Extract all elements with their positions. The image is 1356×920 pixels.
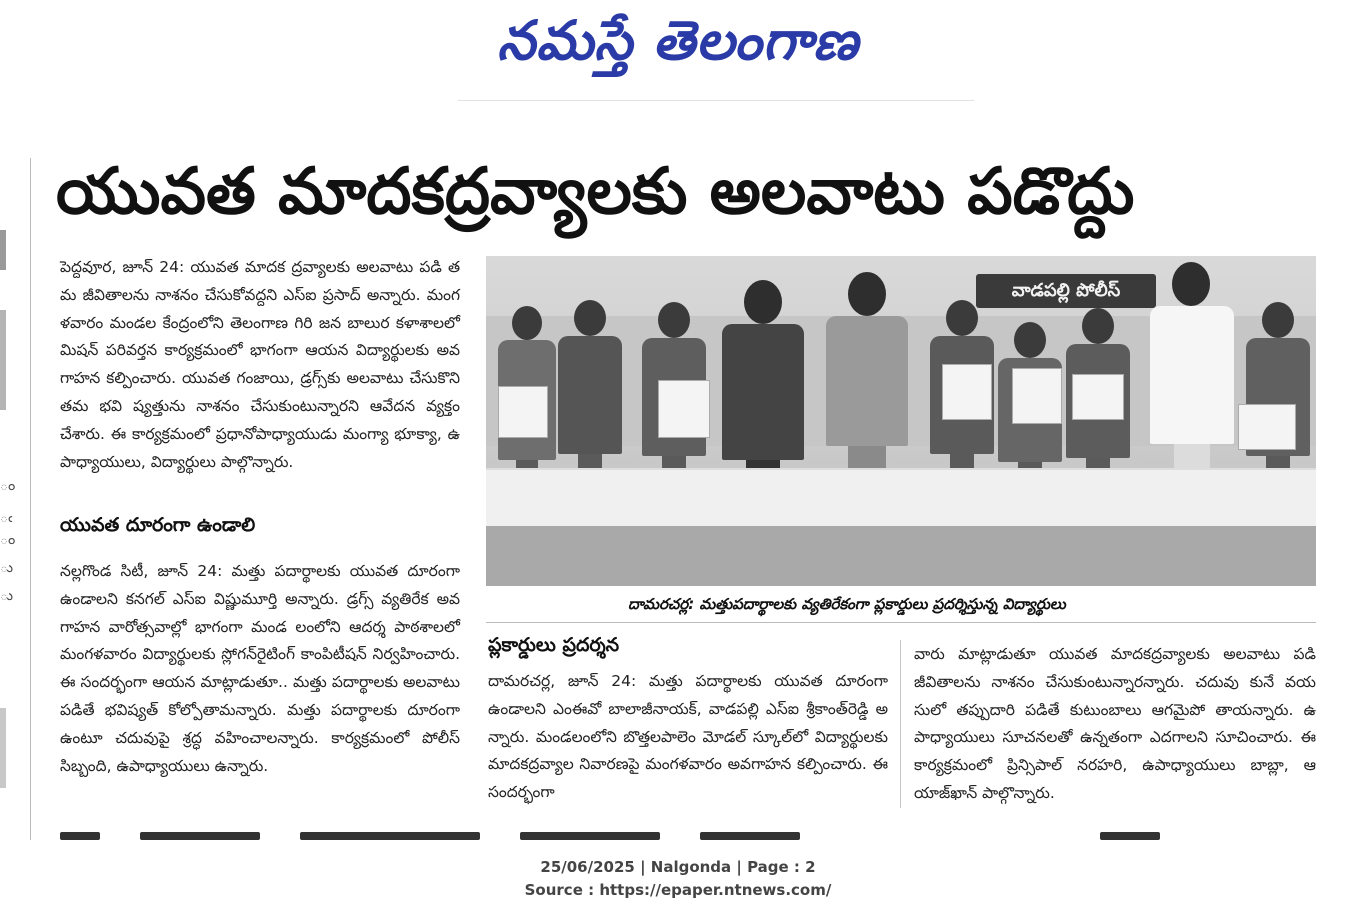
photo-police-sign: వాడపల్లి పోలీస్ <box>976 274 1156 308</box>
edge-photo-strip <box>0 310 6 410</box>
placard <box>942 364 992 420</box>
news-photo <box>486 256 1316 586</box>
placard <box>1012 368 1062 424</box>
caption-rule <box>486 622 1316 623</box>
story-peddavoora: పెద్దవూర, జూన్ 24: యువత మాదక ద్రవ్యాలకు అలవాటు పడి తమ జీవితాలను నాశనం చేసుకోవద్దని ఎస్ఐ ప్రసాద్ అన్నారు. మంగళవారం మండల కేంద్రంలోని తెలంగాణ గిరి జన బాలుర కళాశాలలో మిషన్ పరివర్తన కార్యక్రమంలో భాగంగా ఆయన విద్యార్థులకు అవగాహన కల్పించారు. యువత గంజాయి, డ్రగ్స్‌కు అలవాటు చేసుకొని తమ భవి ష్యత్తును నాశనం చేసుకుంటున్నారని ఆవేదన వ్యక్తం చేశారు. ఈ కార్యక్రమంలో ప్రధానోపాధ్యాయుడు మంగ్యా భూక్యా, ఉపాధ్యాయులు, విద్యార్థులు పాల్గొన్నారు. <box>60 258 460 471</box>
edge-char: ు <box>0 588 13 604</box>
edge-photo-strip <box>0 708 6 788</box>
placard <box>658 380 710 438</box>
photo-table <box>486 468 1316 528</box>
masthead <box>0 0 1356 104</box>
masthead-rule <box>458 100 974 101</box>
edge-char: ఁ <box>0 510 13 526</box>
story-damaracherla-continued: వారు మాట్లాడుతూ యువత మాదకద్రవ్యాలకు అలవాటు పడి జీవితాలను నాశనం చేసుకుంటున్నారన్నారు. చదువు కునే వయసులో తప్పుదారి పడితే కుటుంబాలు ఆగమైపో తాయన్నారు. ఉపాధ్యాయులు సూచనలతో ఉన్నతంగా ఎదగాలని సూచించారు. ఈ కార్యక్రమంలో ప్రిన్సిపాల్ నరహరి, ఉపాధ్యాయులు బాబ్లా, ఆయాజ్‌ఖాన్ పాల్గొన్నారు. <box>914 645 1316 802</box>
placard <box>1072 374 1124 420</box>
edge-char: ం <box>0 478 16 494</box>
photo-caption: దామరచర్ల: మత్తుపదార్థాలకు వ్యతిరేకంగా ప్లకార్డులు ప్రదర్శిస్తున్న విద్యార్థులు <box>628 595 1066 613</box>
edge-char: ు <box>0 560 13 576</box>
article-frame-rule <box>30 158 31 840</box>
photo-floor <box>486 526 1316 586</box>
placard <box>1238 404 1296 450</box>
story-nalgonda-city: నల్లగొండ సిటీ, జూన్ 24: మత్తు పదార్థాలకు యువత దూరంగా ఉండాలని కనగల్ ఎస్ఐ విష్ణుమూర్తి అన్నారు. డ్రగ్స్ వ్యతిరేక అవగాహన వారోత్సవాల్లో భాగంగా మండ లంలోని ఆదర్శ పాఠశాలలో మంగళవారం విద్యార్థులకు స్లోగన్‌రైటింగ్ కాంపిటీషన్ నిర్వహించారు. ఈ సందర్భంగా ఆయన మాట్లాడుతూ.. మత్తు పదార్థాలకు అలవాటు పడితే భవిష్యత్ కోల్పోతామన్నారు. మత్తు పదార్థాలకు దూరంగా ఉంటూ చదువుపై శ్రద్ధ వహించాలన్నారు. కార్యక్రమంలో పోలీస్ సిబ్బంది, ఉపాధ్యాయులు ఉన్నారు. <box>60 562 460 775</box>
column-rule <box>900 640 901 808</box>
next-article-teaser <box>60 828 1350 840</box>
left-edge-clipping <box>0 160 16 840</box>
subhead-placards: ప్లకార్డులు ప్రదర్శన <box>488 634 620 656</box>
story-damaracherla: దామరచర్ల, జూన్ 24: మత్తు పదార్థాలకు యువత దూరంగా ఉండాలని ఎంఈవో బాలాజీనాయక్, వాడపల్లి ఎస్ఐ శ్రీకాంత్‌రెడ్డి అన్నారు. మండలంలోని బొత్తలపాలెం మోడల్ స్కూల్‌లో విద్యార్థులకు మాదకద్రవ్యాల నివారణపై మంగళవారం అవగాహన కల్పించారు. ఈ సందర్భంగా <box>488 672 888 802</box>
masthead-title: నమస్తే తెలంగాణ <box>497 8 859 72</box>
footer-source: Source : https://epaper.ntnews.com/ <box>524 881 832 899</box>
footer-date-edition: 25/06/2025 | Nalgonda | Page : 2 <box>540 858 816 876</box>
subhead-youth-stay-away: యువత దూరంగా ఉండాలి <box>60 514 256 536</box>
article-headline: యువత మాదకద్రవ్యాలకు అలవాటు పడొద్దు <box>56 155 1135 229</box>
edge-char: ం <box>0 532 16 548</box>
edge-photo-strip <box>0 230 6 270</box>
placard <box>498 386 548 438</box>
